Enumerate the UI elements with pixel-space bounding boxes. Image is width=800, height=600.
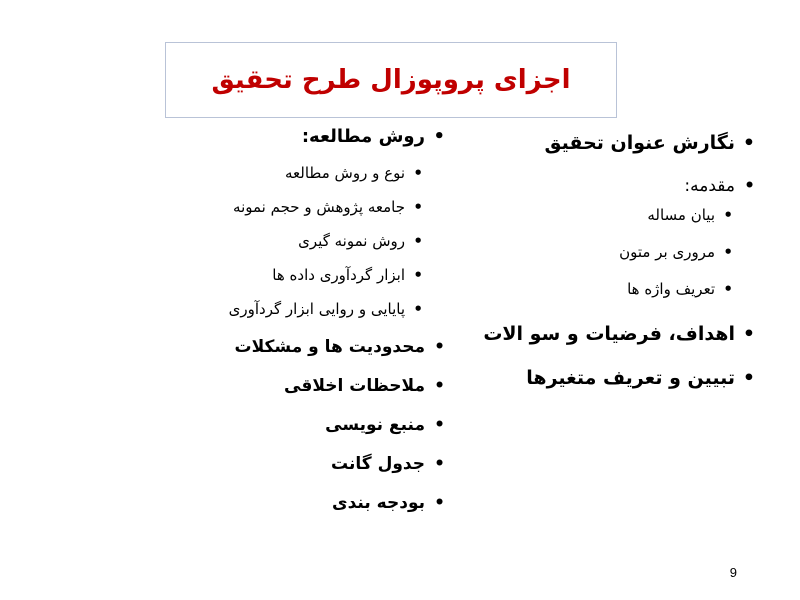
sub-list-item: • بیان مساله [425, 200, 733, 237]
title-box [165, 42, 617, 118]
list-item: • روش مطالعه: [85, 122, 445, 158]
sub-list-item: • پایایی و روایی ابزار گردآوری [85, 294, 423, 328]
slide-title: اجزای پروپوزال طرح تحقیق [211, 65, 571, 95]
list-item: • مقدمه: [425, 172, 755, 200]
list-item: • اهداف، فرضیات و سو الات [425, 315, 755, 359]
list-item: • منبع نویسی [85, 406, 445, 445]
list-item: • ملاحظات اخلاقی [85, 367, 445, 406]
sub-list-item: • روش نمونه گیری [85, 226, 423, 260]
sub-list-item: • جامعه پژوهش و حجم نمونه [85, 192, 423, 226]
page-number: 9 [729, 565, 737, 580]
list-item: • تبیین و تعریف متغیرها [425, 359, 755, 403]
list-item: • نگارش عنوان تحقیق [425, 128, 755, 172]
list-item: • جدول گانت [85, 445, 445, 484]
sub-list-item: • ابزار گردآوری داده ها [85, 260, 423, 294]
left-column-list [85, 122, 445, 523]
right-column-list [425, 128, 755, 403]
sub-list-item: • تعریف واژه ها [425, 274, 733, 311]
list-item: • محدودیت ها و مشکلات [85, 328, 445, 367]
sub-list-item: • نوع و روش مطالعه [85, 158, 423, 192]
list-item: • بودجه بندی [85, 484, 445, 523]
sub-list-item: • مروری بر متون [425, 237, 733, 274]
